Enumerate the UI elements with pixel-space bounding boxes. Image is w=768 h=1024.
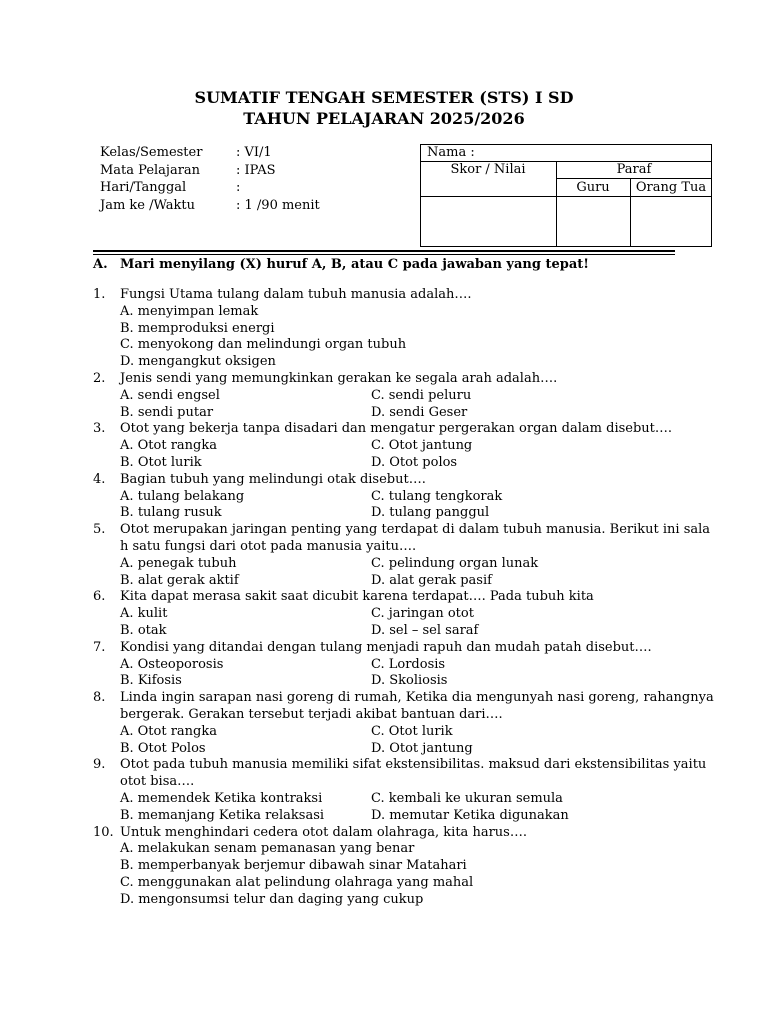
question-number: 4. — [93, 471, 106, 487]
answer-option: C. kembali ke ukuran semula — [371, 791, 563, 806]
info-label: Kelas/Semester — [100, 145, 203, 160]
answer-option: B. memperbanyak berjemur dibawah sinar Matahari — [120, 858, 467, 874]
info-label: Mata Pelajaran — [100, 163, 201, 178]
info-value: : — [236, 180, 241, 195]
score-box-divider — [556, 178, 712, 179]
skor-header: Skor / Nilai — [450, 162, 526, 177]
answer-option: D. tulang panggul — [371, 505, 490, 521]
answer-option: A. Otot rangka — [120, 723, 218, 739]
question-text: Otot pada tubuh manusia memiliki sifat ekstensibilitas. maksud dari ekstensibilitas yaitu — [120, 757, 707, 773]
divider-thin — [93, 254, 675, 255]
answer-option: C. tulang tengkorak — [371, 488, 503, 504]
question-number: 5. — [93, 522, 106, 538]
answer-option: B. memanjang Ketika relaksasi — [120, 807, 325, 823]
answer-option: D. sendi Geser — [371, 404, 468, 420]
answer-option: A. Osteoporosis — [120, 656, 224, 672]
answer-option: D. memutar Ketika digunakan — [371, 807, 569, 823]
info-value: : IPAS — [236, 163, 276, 178]
answer-option: B. tulang rusuk — [120, 505, 222, 521]
info-label: Hari/Tanggal — [100, 180, 187, 195]
question-text: Kondisi yang ditandai dengan tulang menjadi rapuh dan mudah patah disebut…. — [120, 639, 652, 655]
question-number: 2. — [93, 371, 106, 386]
answer-option: A. kulit — [120, 606, 168, 622]
academic-year: TAHUN PELAJARAN 2025/2026 — [243, 109, 525, 128]
answer-option: A. Otot rangka — [120, 438, 218, 454]
question-number: 3. — [93, 421, 106, 437]
answer-option: B. Otot Polos — [120, 740, 206, 756]
guru-header: Guru — [576, 180, 610, 195]
question-text: Jenis sendi yang memungkinkan gerakan ke segala arah adalah…. — [120, 371, 558, 386]
answer-option: A. penegak tubuh — [120, 555, 237, 571]
answer-option: B. sendi putar — [120, 404, 214, 420]
question-number: 7. — [93, 639, 106, 655]
paraf-header: Paraf — [616, 162, 652, 177]
answer-option: C. menyokong dan melindungi organ tubuh — [120, 337, 407, 353]
answer-option: C. Otot lurik — [371, 723, 453, 739]
question-number: 9. — [93, 757, 106, 773]
question-number: 8. — [93, 690, 106, 706]
answer-option: B. otak — [120, 623, 167, 638]
divider-thick — [93, 250, 675, 252]
answer-option: D. mengangkut oksigen — [120, 354, 276, 370]
answer-option: A. memendek Ketika kontraksi — [120, 791, 323, 806]
question-text: Linda ingin sarapan nasi goreng di rumah, Ketika dia mengunyah nasi goreng, rahangnya — [120, 690, 714, 706]
answer-option: D. Otot polos — [371, 455, 458, 470]
answer-option: B. Kifosis — [120, 673, 182, 689]
answer-option: B. alat gerak aktif — [120, 572, 239, 588]
answer-option: C. sendi peluru — [371, 387, 472, 403]
answer-option: C. menggunakan alat pelindung olahraga yang mahal — [120, 875, 474, 890]
question-text: Fungsi Utama tulang dalam tubuh manusia adalah…. — [120, 287, 472, 302]
answer-option: C. pelindung organ lunak — [371, 555, 539, 571]
answer-option: A. sendi engsel — [120, 387, 220, 403]
exam-title: SUMATIF TENGAH SEMESTER (STS) I SD — [194, 88, 574, 107]
answer-option: C. Otot jantung — [371, 438, 473, 454]
answer-option: A. melakukan senam pemanasan yang benar — [120, 841, 415, 857]
question-text: Untuk menghindari cedera otot dalam olahraga, kita harus…. — [120, 824, 527, 840]
answer-option: A. tulang belakang — [120, 488, 245, 504]
question-text: h satu fungsi dari otot pada manusia yaitu…. — [120, 539, 417, 554]
question-text: Kita dapat merasa sakit saat dicubit karena terdapat…. Pada tubuh kita — [120, 589, 594, 605]
answer-option: B. memproduksi energi — [120, 320, 275, 336]
question-number: 6. — [93, 589, 106, 605]
answer-option: D. alat gerak pasif — [371, 572, 492, 588]
answer-option: D. sel – sel saraf — [371, 623, 479, 638]
score-box-divider — [420, 196, 712, 197]
question-text: Otot merupakan jaringan penting yang terdapat di dalam tubuh manusia. Berikut ini sala — [120, 522, 711, 538]
answer-option: D. Otot jantung — [371, 740, 473, 756]
answer-option: A. menyimpan lemak — [120, 303, 259, 319]
section-letter: A. — [93, 257, 108, 272]
nama-field: Nama : — [427, 145, 475, 160]
info-value: : 1 /90 menit — [236, 198, 320, 213]
answer-option: D. mengonsumsi telur dan daging yang cukup — [120, 891, 424, 907]
question-text: Bagian tubuh yang melindungi otak disebut…. — [120, 471, 426, 487]
answer-option: D. Skoliosis — [371, 673, 448, 689]
question-number: 1. — [93, 287, 106, 302]
info-value: : VI/1 — [236, 145, 272, 160]
question-text: otot bisa…. — [120, 774, 195, 790]
answer-option: C. jaringan otot — [371, 606, 474, 622]
info-label: Jam ke /Waktu — [100, 198, 195, 213]
answer-option: C. Lordosis — [371, 656, 446, 672]
answer-option: B. Otot lurik — [120, 455, 202, 470]
question-text: bergerak. Gerakan tersebut terjadi akibat bantuan dari…. — [120, 707, 503, 722]
section-instruction: Mari menyilang (X) huruf A, B, atau C pada jawaban yang tepat! — [120, 257, 589, 272]
orang-tua-header: Orang Tua — [635, 180, 707, 195]
question-number: 10. — [93, 824, 114, 840]
question-text: Otot yang bekerja tanpa disadari dan mengatur pergerakan organ dalam disebut…. — [120, 421, 673, 437]
